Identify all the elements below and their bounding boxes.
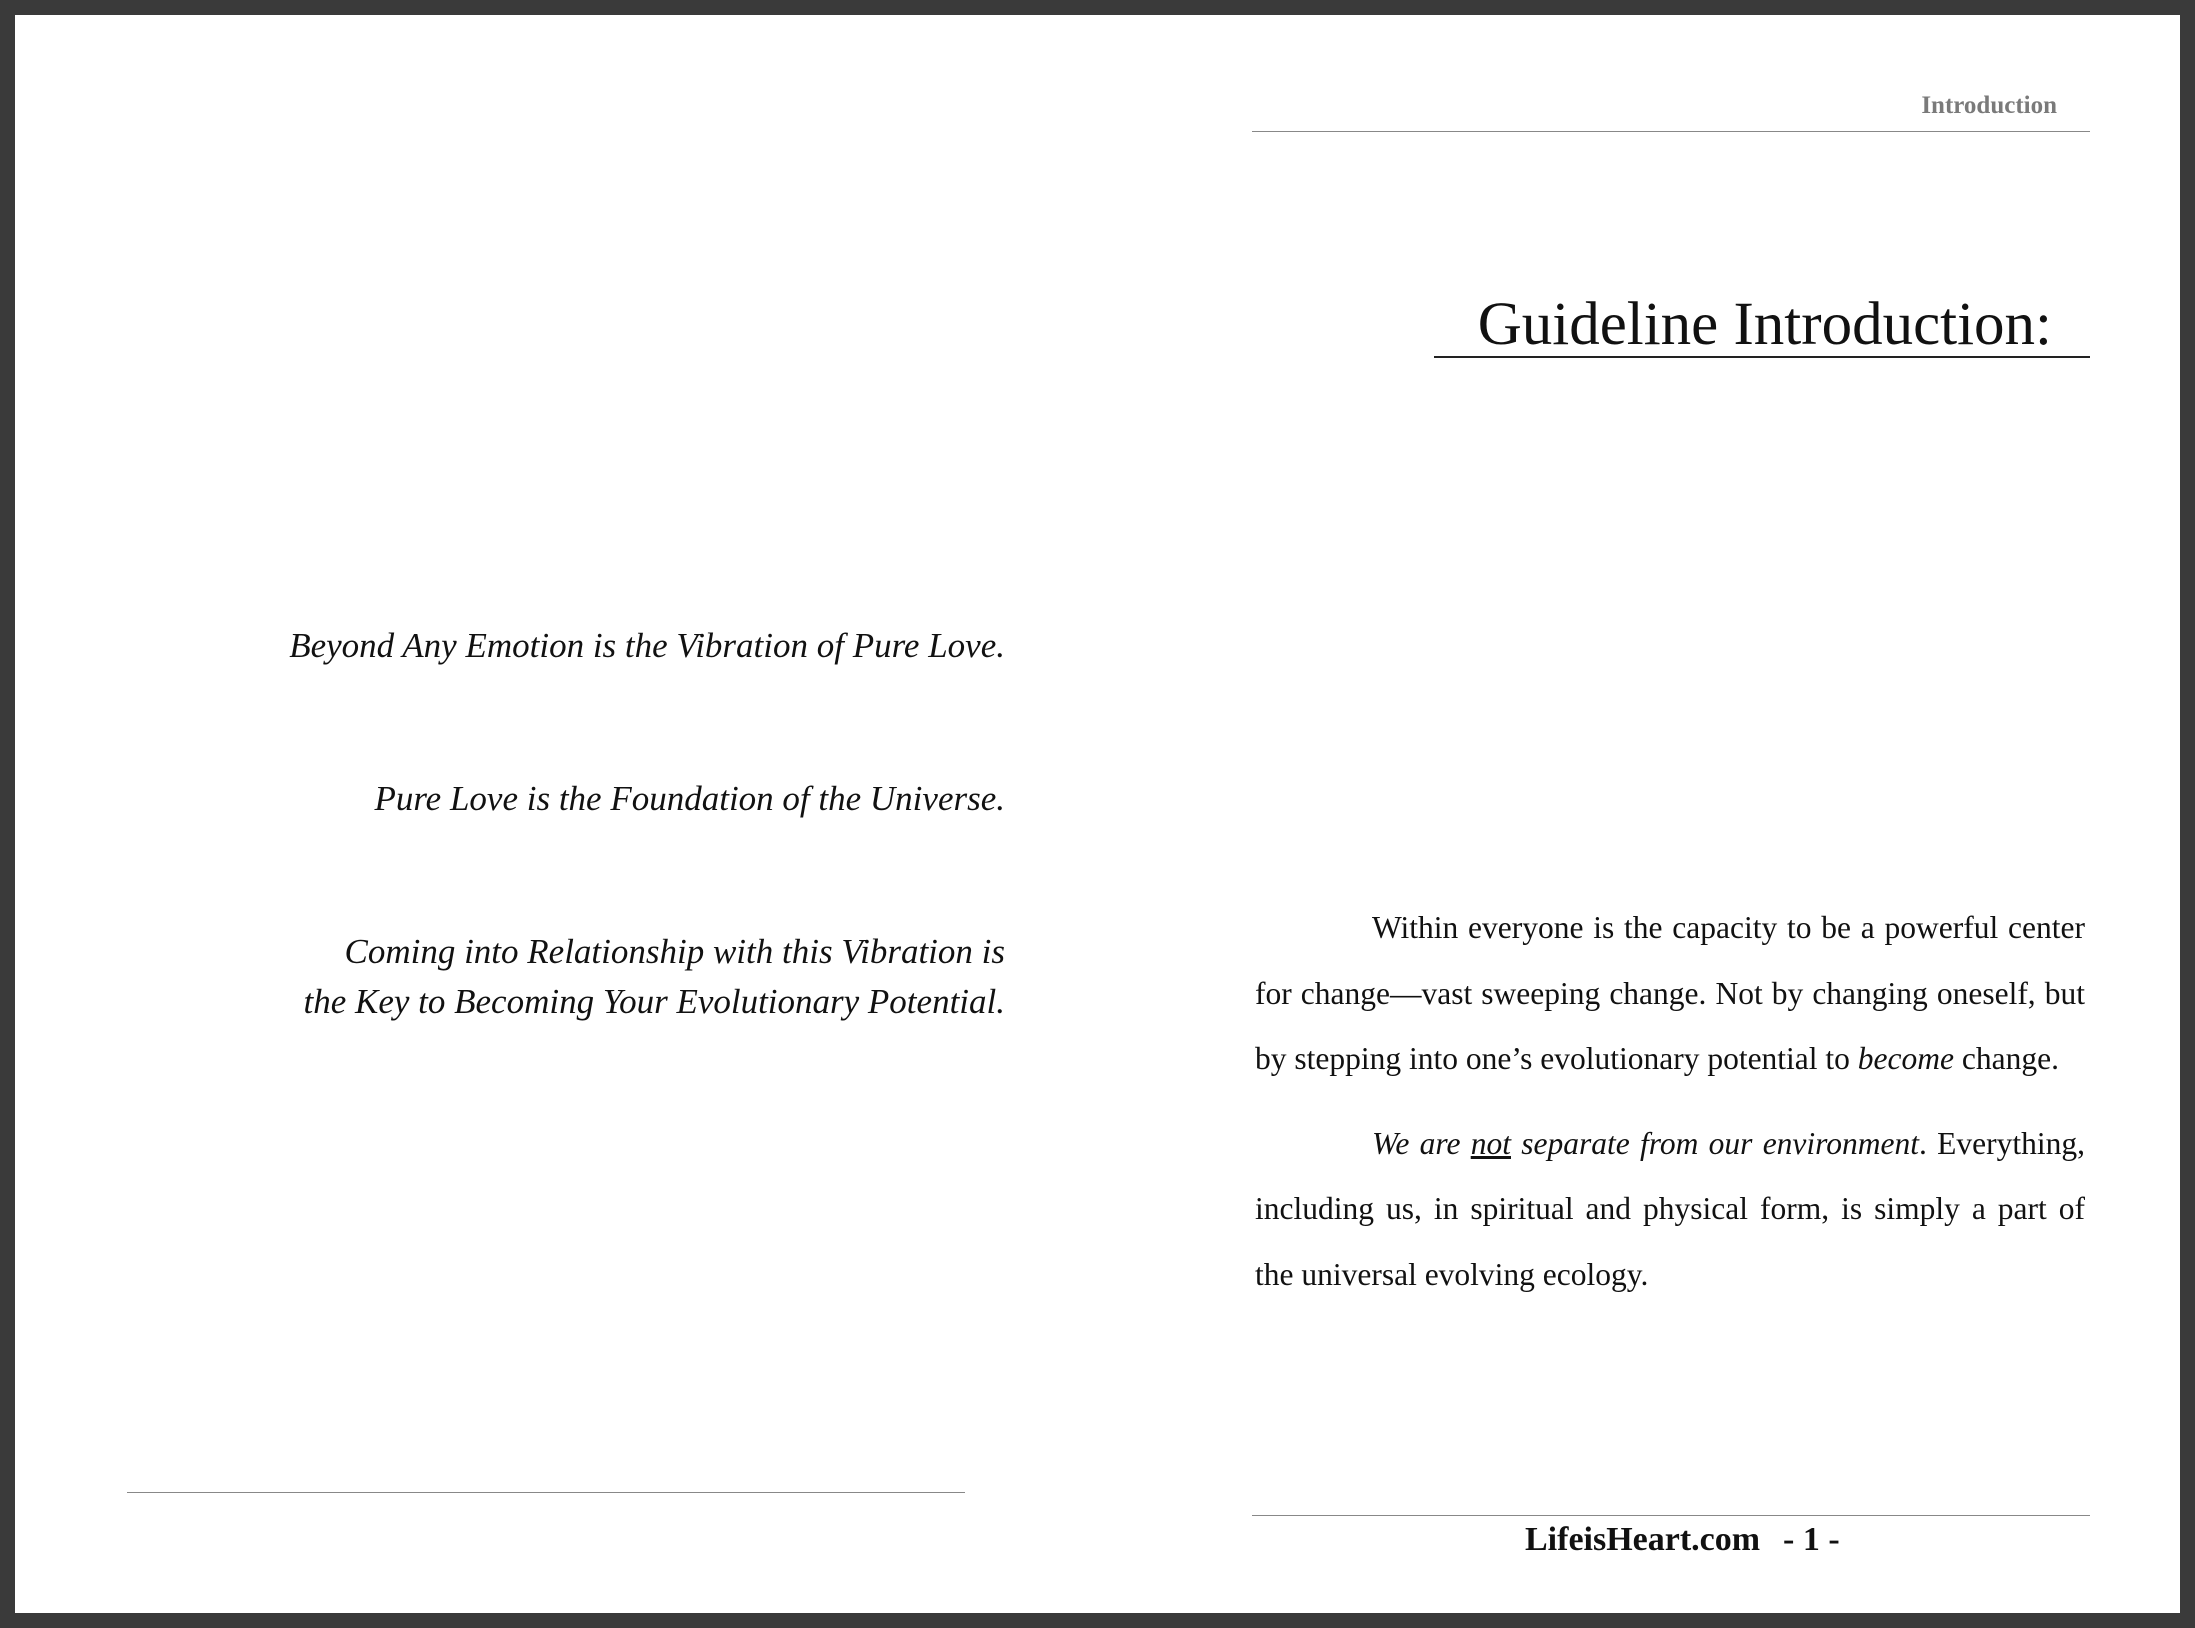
- footer-site: LifeisHeart.com: [1525, 1521, 1761, 1558]
- right-page: [1095, 15, 2180, 1613]
- header-divider: [1252, 131, 2090, 132]
- book-spread: [15, 15, 2180, 1613]
- quote-3-line-1: Coming into Relationship with this Vibration is: [344, 932, 1005, 971]
- quote-1-line-1: Beyond Any Emotion is the Vibration of Pure Love.: [289, 626, 1005, 665]
- footer-divider: [1252, 1515, 2090, 1516]
- chapter-title: Guideline Introduction:: [1477, 291, 2052, 358]
- title-underline: [1434, 356, 2090, 358]
- paragraph-2-underlined: not: [1470, 1125, 1511, 1161]
- paragraph-1-text: Within everyone is the capacity to be a powerful center for change—vast sweeping change. Not by changing oneself, but by stepping into one’s evolutionary potential to: [1255, 910, 2085, 1076]
- paragraph-2-italic-b: separate from our environment: [1510, 1125, 1919, 1161]
- page-number: - 1 -: [1783, 1521, 1840, 1558]
- left-footer-divider: [127, 1492, 965, 1493]
- paragraph-2-rest: . Everything, including us, in spiritual and physical form, is simply a part of the universal evolving ecology.: [1255, 1125, 2085, 1292]
- quote-1: [289, 621, 1005, 671]
- paragraph-1: [1255, 895, 2085, 1092]
- left-page: [15, 15, 1095, 1613]
- paragraph-1-emphasis: become: [1857, 1041, 1954, 1076]
- running-head: Introduction: [1921, 92, 2057, 119]
- body-text: [1255, 895, 2085, 1307]
- paragraph-2: [1255, 1111, 2085, 1308]
- paragraph-2-italic-a: We are: [1372, 1125, 1471, 1161]
- quote-2: [374, 774, 1005, 824]
- quote-2-line-1: Pure Love is the Foundation of the Universe.: [374, 779, 1005, 818]
- quote-3-line-2: the Key to Becoming Your Evolutionary Potential.: [303, 982, 1005, 1021]
- paragraph-1-tail: change.: [1954, 1041, 2059, 1076]
- quote-3: [303, 927, 1005, 1027]
